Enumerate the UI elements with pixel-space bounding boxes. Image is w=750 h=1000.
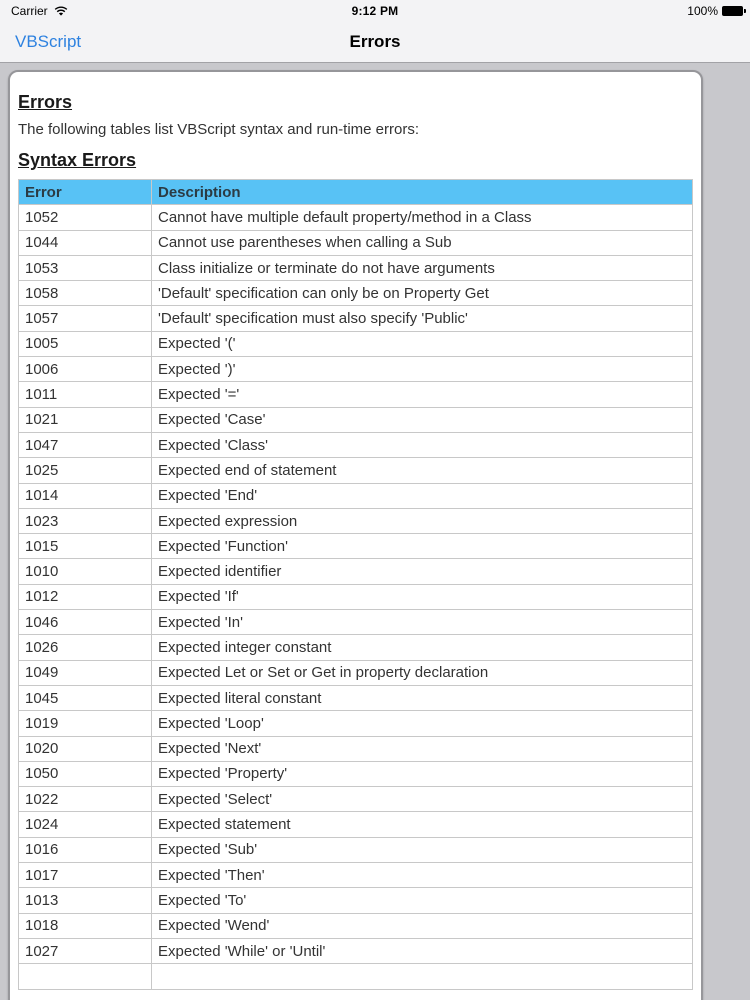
error-description-cell: Expected 'Next' <box>152 736 693 761</box>
error-description-cell: Expected '(' <box>152 331 693 356</box>
status-clock: 9:12 PM <box>351 4 399 18</box>
error-description-cell: Expected integer constant <box>152 635 693 660</box>
error-description-cell: Expected 'If' <box>152 584 693 609</box>
error-description-cell <box>152 964 693 989</box>
error-column-header: Error <box>19 180 152 205</box>
table-row <box>19 255 693 280</box>
nav-bar <box>0 22 750 63</box>
error-description-cell: Cannot have multiple default property/method in a Class <box>152 205 693 230</box>
error-code-cell: 1024 <box>19 812 152 837</box>
table-row <box>19 306 693 331</box>
error-code-cell: 1011 <box>19 382 152 407</box>
error-code-cell: 1014 <box>19 483 152 508</box>
error-code-cell: 1023 <box>19 508 152 533</box>
table-row <box>19 281 693 306</box>
table-row <box>19 534 693 559</box>
table-row <box>19 660 693 685</box>
error-description-cell: Expected 'Loop' <box>152 711 693 736</box>
partial-row <box>19 964 693 989</box>
error-description-cell: Expected 'End' <box>152 483 693 508</box>
error-code-cell: 1050 <box>19 761 152 786</box>
table-row <box>19 508 693 533</box>
error-code-cell: 1006 <box>19 357 152 382</box>
table-row <box>19 458 693 483</box>
error-description-cell: Expected 'Function' <box>152 534 693 559</box>
table-row <box>19 230 693 255</box>
table-row <box>19 812 693 837</box>
page-title: Errors <box>349 32 401 51</box>
error-code-cell: 1010 <box>19 559 152 584</box>
error-description-cell: Expected end of statement <box>152 458 693 483</box>
error-code-cell: 1015 <box>19 534 152 559</box>
table-row <box>19 761 693 786</box>
error-description-cell: 'Default' specification must also specify 'Public' <box>152 306 693 331</box>
error-code-cell: 1019 <box>19 711 152 736</box>
error-code-cell: 1026 <box>19 635 152 660</box>
table-row <box>19 888 693 913</box>
table-row <box>19 787 693 812</box>
table-row <box>19 938 693 963</box>
table-row <box>19 837 693 862</box>
battery-percent: 100% <box>687 4 718 18</box>
table-row <box>19 913 693 938</box>
error-table-body <box>19 205 693 964</box>
battery-icon <box>722 6 743 16</box>
error-description-cell: Expected 'Select' <box>152 787 693 812</box>
error-description-cell: Class initialize or terminate do not have arguments <box>152 255 693 280</box>
error-code-cell: 1005 <box>19 331 152 356</box>
error-code-cell: 1053 <box>19 255 152 280</box>
error-description-cell: Expected '=' <box>152 382 693 407</box>
table-row <box>19 711 693 736</box>
error-description-cell: Cannot use parentheses when calling a Sub <box>152 230 693 255</box>
error-code-cell <box>19 964 152 989</box>
error-code-cell: 1052 <box>19 205 152 230</box>
table-row <box>19 205 693 230</box>
error-description-cell: Expected literal constant <box>152 685 693 710</box>
table-row <box>19 685 693 710</box>
table-row <box>19 610 693 635</box>
table-header-row <box>19 180 693 205</box>
error-code-cell: 1044 <box>19 230 152 255</box>
table-row <box>19 863 693 888</box>
table-row <box>19 357 693 382</box>
content-card <box>8 70 703 1000</box>
table-row <box>19 736 693 761</box>
status-bar <box>0 0 750 22</box>
intro-text: The following tables list VBScript syntax and run-time errors: <box>18 121 419 138</box>
error-code-cell: 1058 <box>19 281 152 306</box>
error-description-cell: Expected 'Sub' <box>152 837 693 862</box>
error-code-cell: 1016 <box>19 837 152 862</box>
error-code-cell: 1045 <box>19 685 152 710</box>
table-row <box>19 407 693 432</box>
error-code-cell: 1047 <box>19 432 152 457</box>
error-code-cell: 1049 <box>19 660 152 685</box>
error-code-cell: 1027 <box>19 938 152 963</box>
syntax-errors-table <box>18 179 693 990</box>
table-row <box>19 483 693 508</box>
back-button[interactable]: VBScript <box>15 32 82 51</box>
error-description-cell: Expected ')' <box>152 357 693 382</box>
error-description-cell: Expected 'Then' <box>152 863 693 888</box>
table-row <box>19 559 693 584</box>
error-code-cell: 1012 <box>19 584 152 609</box>
carrier-label: Carrier <box>11 4 48 18</box>
error-code-cell: 1021 <box>19 407 152 432</box>
error-description-cell: Expected Let or Set or Get in property declaration <box>152 660 693 685</box>
syntax-errors-heading: Syntax Errors <box>18 150 137 170</box>
error-code-cell: 1025 <box>19 458 152 483</box>
error-description-cell: Expected 'Case' <box>152 407 693 432</box>
errors-heading: Errors <box>18 92 73 112</box>
error-code-cell: 1018 <box>19 913 152 938</box>
error-description-cell: Expected 'In' <box>152 610 693 635</box>
error-code-cell: 1022 <box>19 787 152 812</box>
error-code-cell: 1057 <box>19 306 152 331</box>
table-row <box>19 584 693 609</box>
error-description-cell: Expected 'Class' <box>152 432 693 457</box>
error-description-cell: Expected 'To' <box>152 888 693 913</box>
table-row <box>19 331 693 356</box>
description-column-header: Description <box>152 180 693 205</box>
error-description-cell: Expected expression <box>152 508 693 533</box>
error-code-cell: 1046 <box>19 610 152 635</box>
error-code-cell: 1017 <box>19 863 152 888</box>
table-row <box>19 382 693 407</box>
page-background <box>0 63 750 999</box>
error-description-cell: Expected 'Wend' <box>152 913 693 938</box>
error-description-cell: Expected 'While' or 'Until' <box>152 938 693 963</box>
table-row <box>19 635 693 660</box>
error-description-cell: 'Default' specification can only be on Property Get <box>152 281 693 306</box>
error-code-cell: 1013 <box>19 888 152 913</box>
error-description-cell: Expected statement <box>152 812 693 837</box>
error-code-cell: 1020 <box>19 736 152 761</box>
error-description-cell: Expected identifier <box>152 559 693 584</box>
error-description-cell: Expected 'Property' <box>152 761 693 786</box>
table-row <box>19 432 693 457</box>
